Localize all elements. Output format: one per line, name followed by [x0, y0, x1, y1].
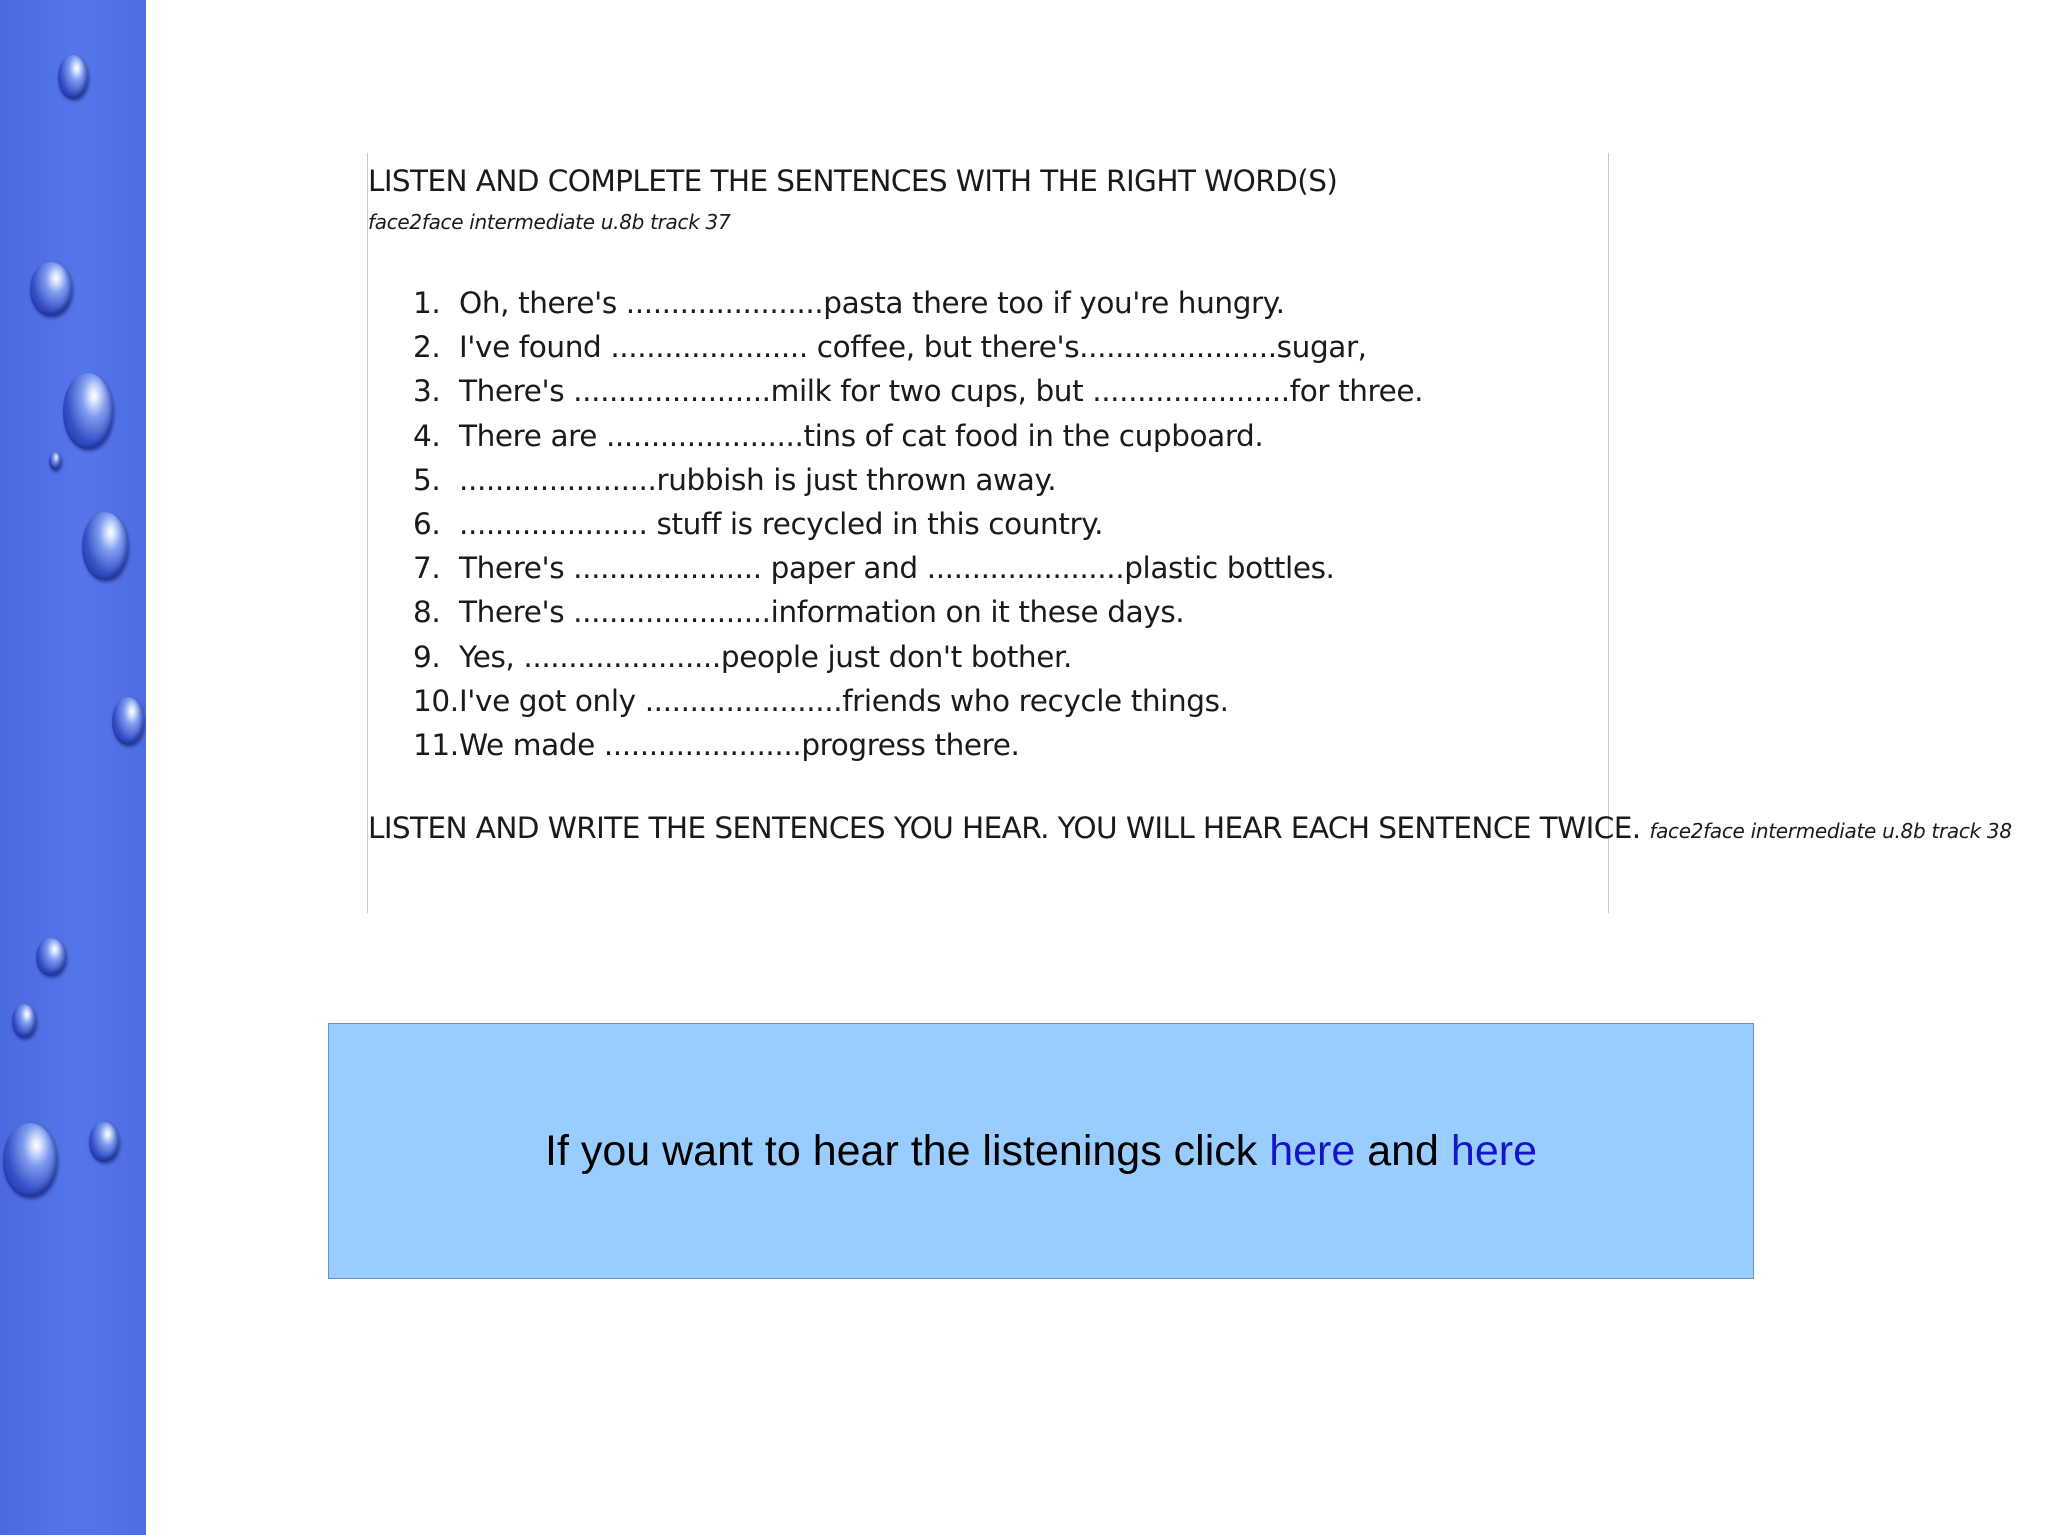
exercise-list [413, 281, 1423, 767]
exercise-text: We made ......................progress there. [459, 727, 1020, 762]
listening-link-2[interactable]: here [1450, 1126, 1537, 1175]
worksheet-title: LISTEN AND COMPLETE THE SENTENCES WITH THE RIGHT WORD(S) [368, 164, 1338, 198]
listening-links-box [328, 1023, 1754, 1279]
water-drop-icon [30, 262, 72, 316]
listening-link-1[interactable]: here [1269, 1126, 1356, 1175]
listening-prompt-text: If you want to hear the listenings click [545, 1126, 1270, 1175]
listening-prompt-and: and [1355, 1126, 1451, 1175]
exercise-number: 5. [413, 462, 441, 497]
exercise-text: There are ......................tins of cat food in the cupboard. [459, 418, 1264, 453]
worksheet-title-2 [368, 806, 2012, 853]
exercise-text: There's ......................information on it these days. [459, 595, 1185, 630]
exercise-item [413, 458, 1423, 502]
exercise-text: ..................... stuff is recycled in this country. [459, 506, 1104, 541]
exercise-number: 8. [413, 595, 441, 630]
exercise-number: 10. [413, 683, 459, 718]
listening-prompt [545, 1127, 1537, 1176]
water-drop-icon [36, 938, 66, 976]
exercise-item [413, 414, 1423, 458]
exercise-text: There's ..................... paper and ......................plastic bottles. [459, 551, 1335, 586]
water-drop-icon [12, 1004, 36, 1038]
exercise-number: 2. [413, 330, 441, 365]
water-drop-icon [89, 1122, 119, 1162]
exercise-item [413, 502, 1423, 546]
exercise-text: There's ......................milk for two cups, but ......................for three. [459, 374, 1424, 409]
worksheet-image [367, 153, 2012, 913]
worksheet-source: face2face intermediate u.8b track 37 [368, 210, 731, 234]
exercise-number: 7. [413, 551, 441, 586]
exercise-item [413, 369, 1423, 413]
exercise-text: ......................rubbish is just thrown away. [459, 462, 1057, 497]
water-drop-icon [112, 697, 144, 745]
exercise-item [413, 325, 1423, 369]
exercise-item [413, 546, 1423, 590]
exercise-number: 9. [413, 639, 441, 674]
sidebar-decoration [0, 0, 146, 1535]
exercise-item [413, 679, 1423, 723]
exercise-number: 6. [413, 506, 441, 541]
exercise-item [413, 281, 1423, 325]
worksheet-title-2-text: LISTEN AND WRITE THE SENTENCES YOU HEAR. YOU WILL HEAR EACH SENTENCE TWICE. [368, 811, 1641, 845]
water-drop-icon [58, 55, 88, 99]
exercise-text: I've found ...................... coffee, but there's......................sugar, [459, 330, 1367, 365]
exercise-item [413, 723, 1423, 767]
exercise-item [413, 590, 1423, 634]
water-drop-icon [82, 512, 128, 580]
water-drop-icon [63, 373, 113, 449]
exercise-number: 4. [413, 418, 441, 453]
worksheet-source-2: face2face intermediate u.8b track 38 [1649, 819, 2012, 843]
water-drop-icon [49, 452, 61, 470]
exercise-text: Yes, ......................people just don't bother. [459, 639, 1072, 674]
exercise-number: 11. [413, 727, 459, 762]
exercise-number: 3. [413, 374, 441, 409]
exercise-text: Oh, there's ......................pasta there too if you're hungry. [459, 286, 1285, 320]
exercise-text: I've got only ......................friends who recycle things. [459, 683, 1229, 718]
exercise-number: 1. [413, 286, 441, 320]
exercise-item [413, 635, 1423, 679]
water-drop-icon [3, 1123, 57, 1197]
